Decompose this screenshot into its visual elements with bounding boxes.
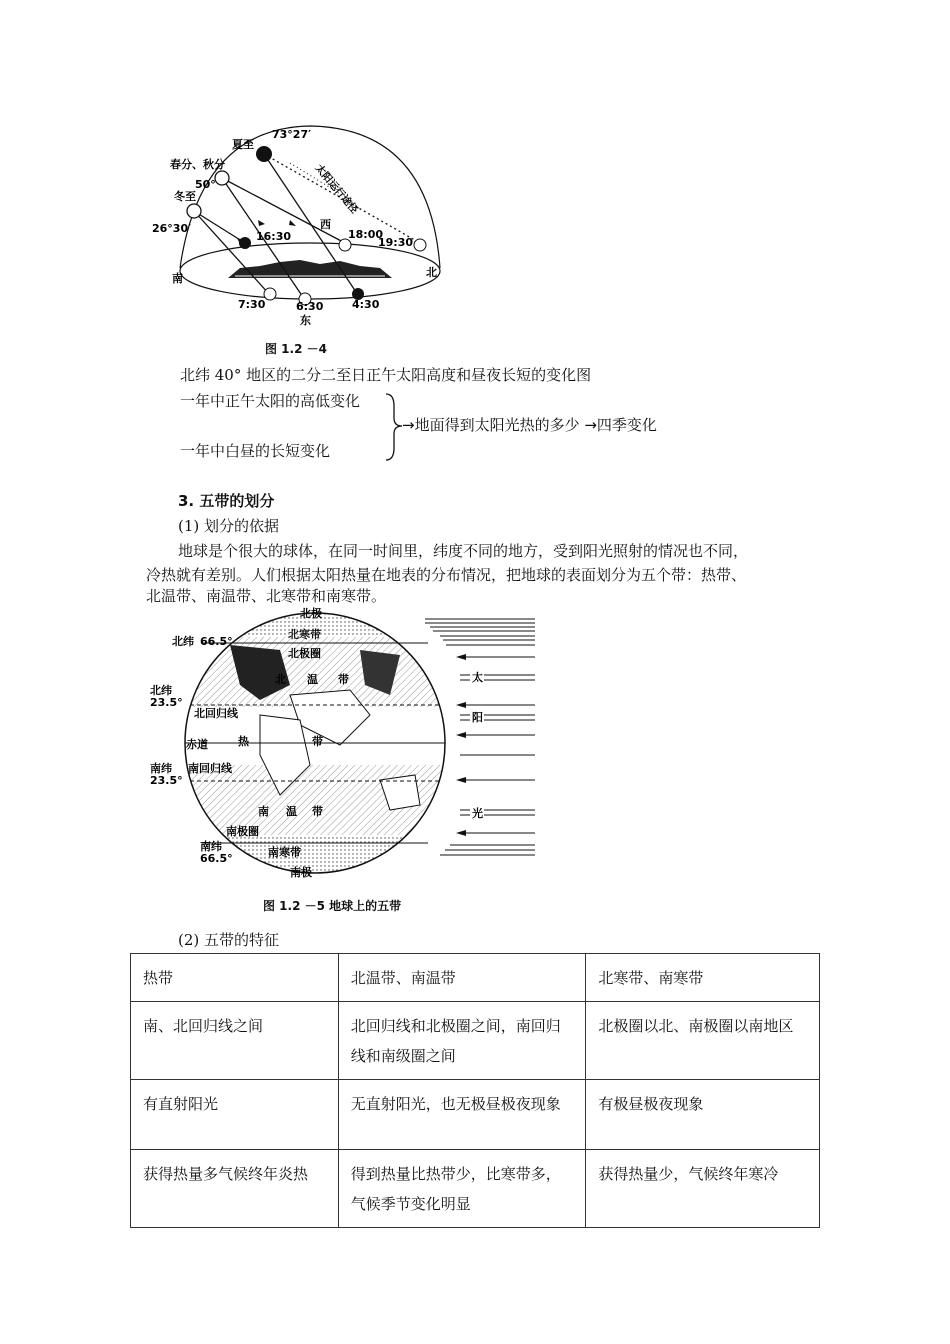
- table-cell: 有极昼极夜现象: [586, 1080, 820, 1150]
- table-cell: 无直射阳光，也无极昼极夜现象: [338, 1080, 586, 1150]
- label-south-temperate-3: 带: [312, 805, 323, 818]
- label-south: 南: [172, 272, 183, 285]
- table-cell: 热带: [131, 954, 339, 1002]
- table-cell: 得到热量比热带少，比寒带多，气候季节变化明显: [338, 1150, 586, 1228]
- label-equinox: 春分、秋分: [170, 158, 225, 171]
- label-north-temperate-3: 带: [338, 673, 349, 686]
- label-lat-s665-b: 66.5°: [200, 852, 233, 865]
- label-1630: 16:30: [256, 230, 292, 243]
- label-sun-2: 阳: [472, 711, 483, 724]
- summary-result: →地面得到太阳光热的多少 →四季变化: [402, 416, 657, 434]
- label-lat-s235-a: 南纬: [150, 762, 172, 775]
- label-summer-solstice: 夏至: [232, 138, 254, 151]
- table-row: [131, 1080, 820, 1150]
- table-cell: 北寒带、南寒带: [586, 954, 820, 1002]
- label-630: 6:30: [296, 300, 324, 313]
- section-heading: 3. 五带的划分: [178, 492, 275, 510]
- table-row: [131, 1150, 820, 1228]
- summary-brace: [382, 392, 404, 462]
- label-south-pole: 南极: [290, 866, 312, 879]
- label-lat-n665-a: 北纬: [172, 635, 194, 648]
- table-cell: 北极圈以北、南极圈以南地区: [586, 1002, 820, 1080]
- label-tropical-1: 热: [238, 735, 249, 748]
- paragraph-line-1: 地球是个很大的球体，在同一时间里，纬度不同的地方，受到阳光照射的情况也不同，: [178, 542, 749, 560]
- label-antarctic-circle: 南极圈: [226, 825, 259, 838]
- five-zones-table: [130, 953, 820, 1228]
- label-winter-angle: 26°30′: [152, 222, 192, 235]
- label-north-pole: 北极: [300, 607, 322, 620]
- subsection-features: (2) 五带的特征: [178, 931, 280, 949]
- table-row: [131, 1002, 820, 1080]
- figure1-description: 北纬 40° 地区的二分二至日正午太阳高度和昼夜长短的变化图: [180, 366, 592, 384]
- label-tropical-2: 带: [312, 735, 323, 748]
- paragraph-line-3: 北温带、南温带、北寒带和南寒带。: [146, 587, 387, 605]
- label-west: 西: [320, 218, 331, 231]
- five-zones-diagram: [140, 605, 540, 905]
- table-cell: 北温带、南温带: [338, 954, 586, 1002]
- label-lat-n665-b: 66.5°: [200, 635, 233, 648]
- label-sun-3: 光: [472, 807, 483, 820]
- label-winter-solstice: 冬至: [174, 190, 196, 203]
- table-cell: 有直射阳光: [131, 1080, 339, 1150]
- label-730: 7:30: [238, 298, 266, 311]
- label-1800: 18:00: [348, 228, 384, 241]
- table-cell: 北回归线和北极圈之间，南回归线和南级圈之间: [338, 1002, 586, 1080]
- label-sun-path: 太阳运行途径: [312, 162, 360, 216]
- label-south-temperate-1: 南: [258, 805, 269, 818]
- label-lat-n235-a: 北纬: [150, 684, 172, 697]
- label-north-frigid: 北寒带: [288, 628, 321, 641]
- subsection-basis: (1) 划分的依据: [178, 517, 280, 535]
- label-east: 东: [300, 314, 311, 327]
- label-south-frigid: 南寒带: [268, 846, 301, 859]
- label-sun-1: 太: [472, 671, 483, 684]
- label-north-temperate-2: 温: [307, 673, 318, 686]
- figure2-caption: 图 1.2 －5 地球上的五带: [263, 899, 402, 913]
- label-north: 北: [426, 266, 437, 279]
- paragraph-line-2: 冷热就有差别。人们根据太阳热量在地表的分布情况，把地球的表面划分为五个带：热带、: [146, 566, 747, 584]
- summary-line-2: 一年中白昼的长短变化: [180, 442, 331, 460]
- table-row: [131, 954, 820, 1002]
- label-tropic-cancer: 北回归线: [194, 707, 238, 720]
- label-lat-s235-b: 23.5°: [150, 774, 183, 787]
- table-cell: 获得热量少，气候终年寒冷: [586, 1150, 820, 1228]
- table-cell: 获得热量多气候终年炎热: [131, 1150, 339, 1228]
- label-south-temperate-2: 温: [286, 805, 297, 818]
- figure1-caption: 图 1.2 －4: [265, 342, 327, 356]
- label-equator: 赤道: [186, 738, 208, 751]
- label-430: 4:30: [352, 298, 380, 311]
- label-equinox-angle: 50°: [195, 178, 216, 191]
- label-lat-s665-a: 南纬: [200, 840, 222, 853]
- label-tropic-capricorn: 南回归线: [188, 762, 232, 775]
- table-cell: 南、北回归线之间: [131, 1002, 339, 1080]
- sun-path-diagram: [140, 108, 470, 338]
- label-1930: 19:30: [378, 236, 414, 249]
- label-lat-n235-b: 23.5°: [150, 696, 183, 709]
- label-summer-angle: 73°27′: [272, 128, 312, 141]
- label-north-temperate-1: 北: [275, 673, 286, 686]
- summary-line-1: 一年中正午太阳的高低变化: [180, 392, 361, 410]
- label-arctic-circle: 北极圈: [288, 647, 321, 660]
